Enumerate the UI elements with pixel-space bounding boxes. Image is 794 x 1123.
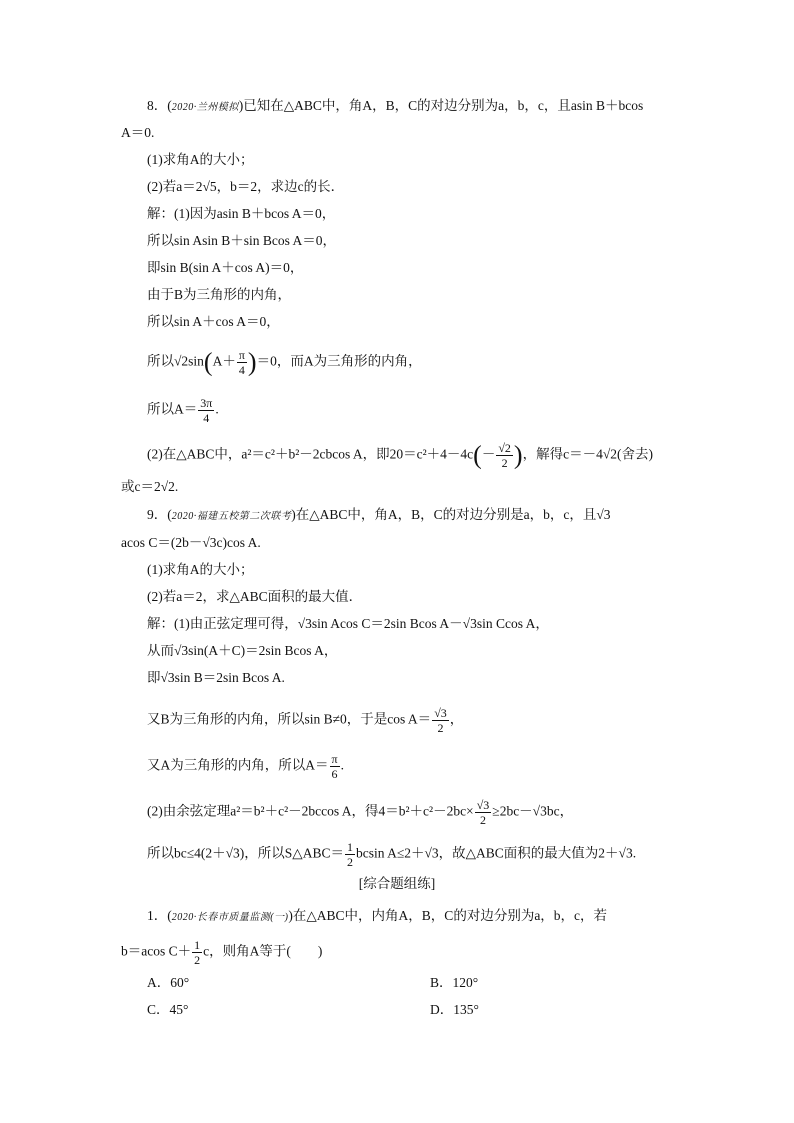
q8-sol9: 或c＝2√2. — [121, 479, 179, 494]
q9-sol6a: (2)由余弦定理a²＝b²＋c²－2bccos A，得4＝b²＋c²－2bc× — [147, 803, 474, 819]
right-paren: ) — [513, 440, 523, 470]
q8-sol8a: (2)在△ABC中，a²＝c²＋b²－2cbcos A，即20＝c²＋4－4c — [147, 446, 474, 462]
q8-sol6-inner: A＋ — [212, 353, 236, 369]
q8-part2: (2)若a＝2√5，b＝2，求边c的长． — [147, 179, 345, 194]
q8-sol7a: 所以A＝ — [147, 401, 198, 417]
q8-part1: (1)求角A的大小； — [147, 152, 254, 167]
right-paren: ) — [247, 347, 257, 377]
frac-den: 2 — [346, 855, 353, 869]
q9-sol2: 从而√3sin(A＋C)＝2sin Bcos A， — [147, 643, 338, 658]
q1-source: 2020·长春市质量监测(一) — [171, 912, 289, 923]
q9-sol5 — [147, 752, 344, 781]
q1-stem-line2 — [121, 938, 322, 967]
q9-sol7 — [147, 840, 636, 869]
frac-den: 2 — [437, 721, 444, 735]
pi-over-6 — [330, 752, 340, 781]
root3-over-2 — [475, 798, 492, 827]
q9-part1: (1)求角A的大小； — [147, 562, 254, 577]
q8-sol5: 所以sin A＋cos A＝0， — [147, 314, 280, 329]
one-half — [345, 840, 355, 869]
frac-den: 6 — [331, 767, 338, 781]
frac-num: √2 — [498, 441, 511, 455]
q9-source: 2020·福建五校第二次联考 — [171, 511, 292, 522]
q9-sol6b: ≥2bc－√3bc， — [492, 803, 574, 819]
q9-sol6 — [147, 798, 573, 827]
q8-sol7 — [147, 396, 219, 425]
q1-stem2b: c，则角A等于( ) — [203, 943, 323, 959]
option-d: D．135° — [430, 1002, 479, 1017]
q8-sol4: 由于B为三角形的内角， — [147, 287, 292, 302]
frac-num: √3 — [476, 798, 490, 812]
period: . — [215, 401, 219, 417]
frac-den: 4 — [238, 363, 245, 377]
q9-stem1: )在△ABC中，角A，B，C的对边分别是a，b，c，且√3 — [291, 507, 611, 522]
q8-source: 2020·兰州模拟 — [171, 102, 239, 113]
q8-sol6a: 所以√2sin — [147, 353, 204, 369]
frac-den: 2 — [501, 456, 508, 470]
frac-num: π — [331, 752, 338, 766]
left-paren: ( — [473, 440, 482, 470]
q1-number: 1．( — [147, 908, 172, 923]
q8-sol2: 所以sin Asin B＋sin Bcos A＝0， — [147, 233, 337, 248]
frac-den: 2 — [194, 953, 201, 967]
q9-sol3: 即√3sin B＝2sin Bcos A. — [147, 670, 285, 685]
frac-num: 1 — [194, 938, 201, 952]
q8-sol3: 即sin B(sin A＋cos A)＝0， — [147, 260, 304, 275]
q1-stem2a: b＝acos C＋ — [121, 943, 192, 959]
q8-sol8 — [147, 441, 653, 470]
one-half — [192, 938, 202, 967]
frac-num: π — [238, 348, 245, 362]
left-paren: ( — [203, 347, 213, 377]
frac-num: √3 — [434, 706, 447, 720]
q9-sol7b: bcsin A≤2＋√3，故△ABC面积的最大值为2＋√3. — [355, 845, 637, 861]
period: . — [340, 757, 344, 773]
frac-num: 3π — [200, 396, 213, 410]
frac-num: 1 — [346, 840, 353, 854]
q9-number: 9．( — [147, 507, 172, 522]
frac-den: 2 — [479, 813, 486, 827]
q1-stem1: )在△ABC中，内角A，B，C的对边分别为a，b，c，若 — [288, 908, 608, 923]
3pi-over-4 — [198, 396, 214, 425]
q9-sol4a: 又B为三角形的内角，所以sin B≠0，于是cos A＝ — [147, 711, 432, 727]
q8-sol8b: ，解得c＝－4√2(舍去) — [522, 446, 653, 462]
q9-sol5a: 又A为三角形的内角，所以A＝ — [147, 757, 329, 773]
q8-sol6 — [147, 348, 422, 377]
section-heading: [综合题组练] — [358, 876, 436, 891]
q8-number: 8．( — [147, 98, 172, 113]
option-a: A．60° — [147, 975, 190, 990]
q8-sol1: 解：(1)因为asin B＋bcos A＝0， — [147, 206, 336, 221]
q9-sol4 — [147, 706, 463, 735]
q9-sol7a: 所以bc≤4(2＋√3)，所以S△ABC＝ — [147, 845, 344, 861]
pi-over-4 — [237, 348, 247, 377]
q9-stem-line2: acos C＝(2b－√3c)cos A. — [121, 535, 261, 550]
option-b: B．120° — [430, 975, 479, 990]
root3-over-2 — [432, 706, 449, 735]
minus: － — [481, 446, 496, 462]
q9-stem-line1 — [147, 505, 611, 527]
q8-stem-line1 — [147, 96, 643, 118]
q1-stem-line1 — [147, 906, 607, 928]
comma: ， — [449, 711, 464, 727]
q8-paren: ) — [238, 98, 244, 113]
q8-stem1: 已知在△ABC中，角A，B，C的对边分别为a，b，c，且asin B＋bcos — [243, 98, 644, 113]
option-c: C．45° — [147, 1002, 189, 1017]
q9-part2: (2)若a＝2，求△ABC面积的最大值． — [147, 589, 363, 604]
q8-sol6b: ＝0，而A为三角形的内角， — [256, 353, 422, 369]
root2-over-2 — [496, 441, 513, 470]
q8-stem-line2: A＝0. — [121, 125, 155, 140]
q9-sol1: 解：(1)由正弦定理可得，√3sin Acos C＝2sin Bcos A－√3sin Ccos A， — [147, 616, 549, 631]
frac-den: 4 — [203, 411, 210, 425]
